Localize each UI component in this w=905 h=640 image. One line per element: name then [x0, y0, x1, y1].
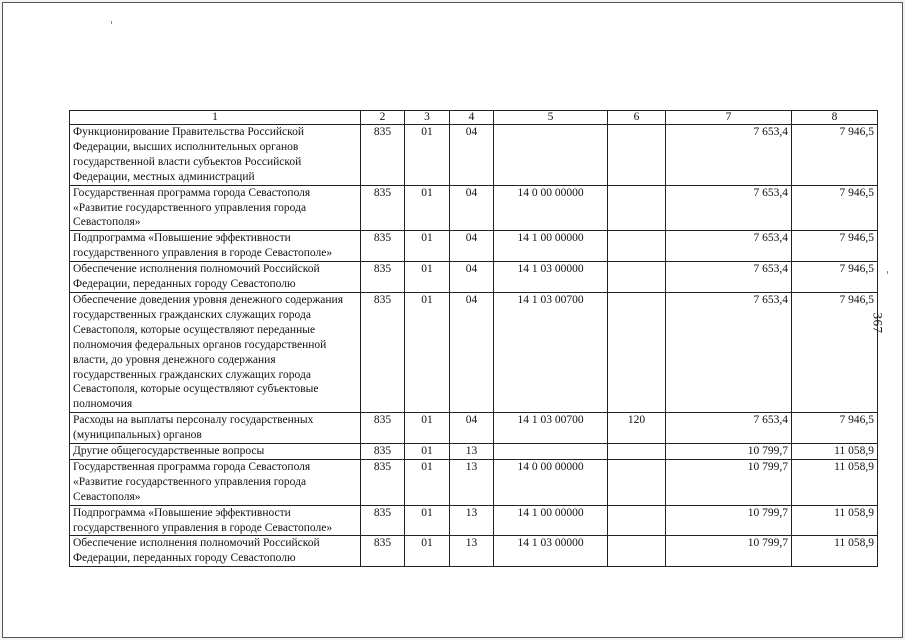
row-code-c5: 14 1 00 00000 — [494, 231, 608, 262]
row-code-c4: 04 — [450, 125, 494, 186]
row-name: Обеспечение исполнения полномочий Российской Федерации, переданных городу Севастополю — [70, 262, 361, 293]
row-code-c4: 04 — [450, 262, 494, 293]
table-row — [70, 125, 878, 186]
row-code-c3: 01 — [405, 292, 450, 412]
row-code-c2: 835 — [361, 125, 405, 186]
row-code-c6 — [608, 459, 666, 505]
row-code-c5: 14 0 00 00000 — [494, 185, 608, 231]
row-amount-c7: 7 653,4 — [666, 125, 792, 186]
row-amount-c8: 7 946,5 — [792, 125, 878, 186]
row-code-c5: 14 1 00 00000 — [494, 505, 608, 536]
row-amount-c7: 10 799,7 — [666, 459, 792, 505]
row-code-c3: 01 — [405, 231, 450, 262]
row-code-c3: 01 — [405, 459, 450, 505]
row-code-c4: 04 — [450, 292, 494, 412]
row-code-c2: 835 — [361, 444, 405, 460]
row-code-c3: 01 — [405, 505, 450, 536]
row-code-c5: 14 0 00 00000 — [494, 459, 608, 505]
row-name: Обеспечение исполнения полномочий Российской Федерации, переданных городу Севастополю — [70, 536, 361, 567]
row-name: Подпрограмма «Повышение эффективности государственного управления в городе Севастополе» — [70, 505, 361, 536]
table-header-row — [70, 111, 878, 125]
document-page — [2, 2, 903, 638]
row-code-c3: 01 — [405, 185, 450, 231]
row-name: Обеспечение доведения уровня денежного содержания государственных гражданских служащих города Севастополя, которые осуществляют переданные полномочия федеральных органов государственной власти, до уровня денежного содержания государственных гражданских служащих города Севастополя, которые осуществляют субъектовые полномочия — [70, 292, 361, 412]
row-code-c5: 14 1 03 00700 — [494, 292, 608, 412]
budget-table — [69, 110, 878, 567]
table-row — [70, 505, 878, 536]
row-name: Расходы на выплаты персоналу государственных (муниципальных) органов — [70, 413, 361, 444]
row-amount-c8: 11 058,9 — [792, 505, 878, 536]
row-amount-c8: 11 058,9 — [792, 536, 878, 567]
page-number: 367 — [870, 312, 886, 334]
row-code-c2: 835 — [361, 459, 405, 505]
row-amount-c8: 11 058,9 — [792, 444, 878, 460]
row-amount-c7: 7 653,4 — [666, 413, 792, 444]
row-amount-c8: 7 946,5 — [792, 262, 878, 293]
row-amount-c8: 7 946,5 — [792, 231, 878, 262]
row-amount-c8: 7 946,5 — [792, 413, 878, 444]
row-code-c6: 120 — [608, 413, 666, 444]
header-cell: 6 — [608, 111, 666, 125]
row-code-c4: 13 — [450, 459, 494, 505]
row-name: Другие общегосударственные вопросы — [70, 444, 361, 460]
table-row — [70, 444, 878, 460]
row-code-c6 — [608, 505, 666, 536]
header-cell: 8 — [792, 111, 878, 125]
table-row — [70, 536, 878, 567]
row-amount-c8: 7 946,5 — [792, 185, 878, 231]
row-code-c6 — [608, 536, 666, 567]
row-code-c2: 835 — [361, 292, 405, 412]
header-cell: 5 — [494, 111, 608, 125]
row-code-c3: 01 — [405, 536, 450, 567]
row-amount-c7: 10 799,7 — [666, 444, 792, 460]
header-cell: 4 — [450, 111, 494, 125]
row-name: Государственная программа города Севастополя «Развитие государственного управления города Севастополя» — [70, 459, 361, 505]
row-code-c2: 835 — [361, 231, 405, 262]
row-code-c4: 13 — [450, 536, 494, 567]
table-row — [70, 292, 878, 412]
row-name: Подпрограмма «Повышение эффективности государственного управления в городе Севастополе» — [70, 231, 361, 262]
row-code-c3: 01 — [405, 125, 450, 186]
row-code-c6 — [608, 262, 666, 293]
scan-mark — [111, 21, 112, 24]
row-code-c5: 14 1 03 00000 — [494, 536, 608, 567]
row-code-c4: 04 — [450, 231, 494, 262]
row-code-c5: 14 1 03 00000 — [494, 262, 608, 293]
row-name: Государственная программа города Севастополя «Развитие государственного управления города Севастополя» — [70, 185, 361, 231]
header-cell: 3 — [405, 111, 450, 125]
budget-table-container — [69, 110, 878, 567]
row-code-c6 — [608, 444, 666, 460]
header-cell: 2 — [361, 111, 405, 125]
row-code-c2: 835 — [361, 262, 405, 293]
row-code-c6 — [608, 125, 666, 186]
row-code-c4: 04 — [450, 185, 494, 231]
row-code-c4: 13 — [450, 505, 494, 536]
row-amount-c8: 11 058,9 — [792, 459, 878, 505]
row-code-c2: 835 — [361, 185, 405, 231]
row-code-c6 — [608, 185, 666, 231]
row-amount-c8: 7 946,5 — [792, 292, 878, 412]
table-row — [70, 459, 878, 505]
row-code-c3: 01 — [405, 262, 450, 293]
row-code-c5 — [494, 444, 608, 460]
table-row — [70, 262, 878, 293]
row-amount-c7: 7 653,4 — [666, 185, 792, 231]
row-code-c2: 835 — [361, 536, 405, 567]
header-cell: 1 — [70, 111, 361, 125]
row-code-c6 — [608, 231, 666, 262]
table-row — [70, 185, 878, 231]
row-code-c4: 04 — [450, 413, 494, 444]
row-amount-c7: 7 653,4 — [666, 231, 792, 262]
row-code-c2: 835 — [361, 505, 405, 536]
row-code-c6 — [608, 292, 666, 412]
row-code-c4: 13 — [450, 444, 494, 460]
header-cell: 7 — [666, 111, 792, 125]
scan-mark — [887, 271, 888, 274]
row-code-c5: 14 1 03 00700 — [494, 413, 608, 444]
table-row — [70, 231, 878, 262]
row-code-c2: 835 — [361, 413, 405, 444]
table-row — [70, 413, 878, 444]
row-amount-c7: 10 799,7 — [666, 536, 792, 567]
row-amount-c7: 7 653,4 — [666, 262, 792, 293]
row-code-c5 — [494, 125, 608, 186]
row-name: Функционирование Правительства Российской Федерации, высших исполнительных органов государственной власти субъектов Российской Федерации, местных администраций — [70, 125, 361, 186]
row-amount-c7: 7 653,4 — [666, 292, 792, 412]
row-code-c3: 01 — [405, 413, 450, 444]
row-amount-c7: 10 799,7 — [666, 505, 792, 536]
row-code-c3: 01 — [405, 444, 450, 460]
